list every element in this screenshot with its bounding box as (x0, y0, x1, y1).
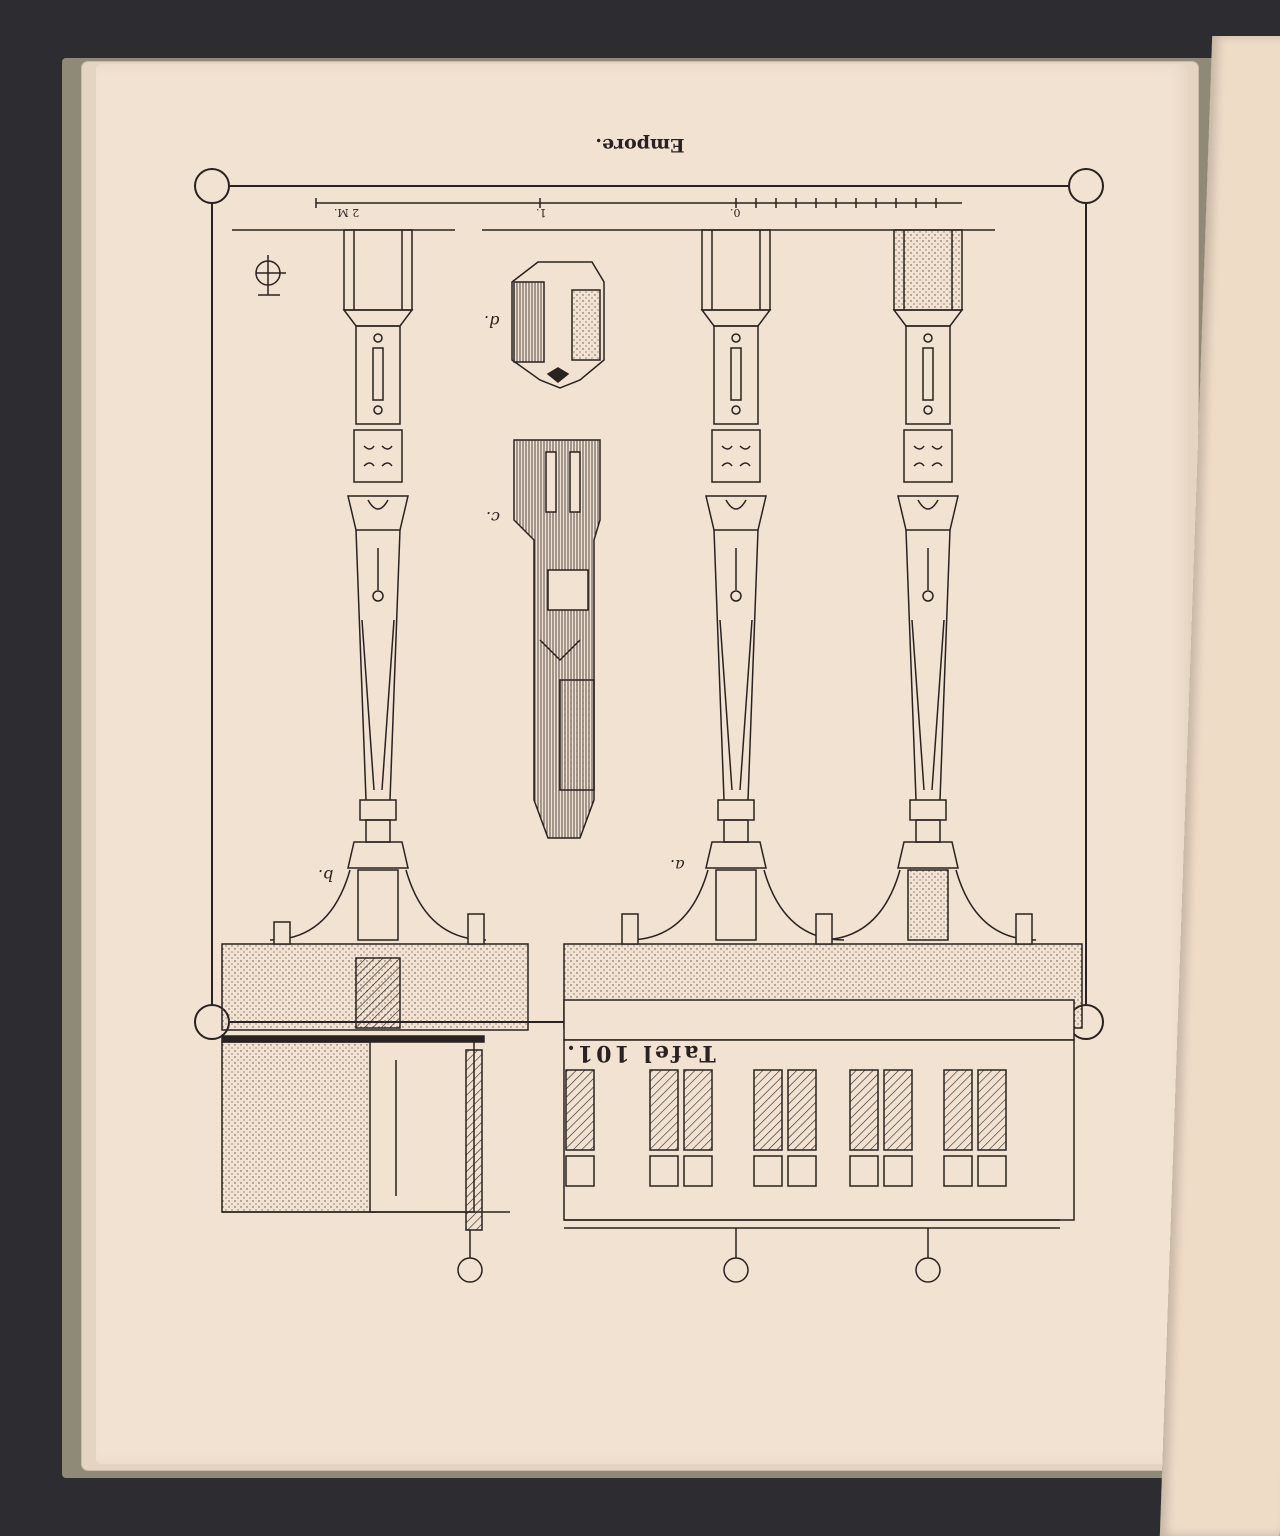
detail-c (514, 440, 600, 838)
plate-number: Tafel 101. (564, 1040, 716, 1066)
monogram-mark (256, 255, 286, 295)
column-left (270, 230, 486, 940)
column-middle (628, 230, 844, 940)
plate-title: Empore. (595, 134, 685, 156)
figure-label-d: d. (484, 312, 500, 331)
balustrade-b (222, 914, 528, 1282)
balustrade-a (564, 914, 1082, 1282)
column-right (820, 230, 1036, 940)
figure-label-a: a. (670, 856, 685, 875)
scale-label-0: 0. (730, 206, 741, 219)
scale-label-2m: 2 M. (334, 206, 360, 219)
detail-d (512, 262, 604, 388)
figure-label-b: b. (318, 866, 334, 885)
figure-label-c: c. (486, 508, 501, 527)
scale-label-1: 1. (536, 206, 547, 219)
plate-frame (194, 168, 1104, 1040)
